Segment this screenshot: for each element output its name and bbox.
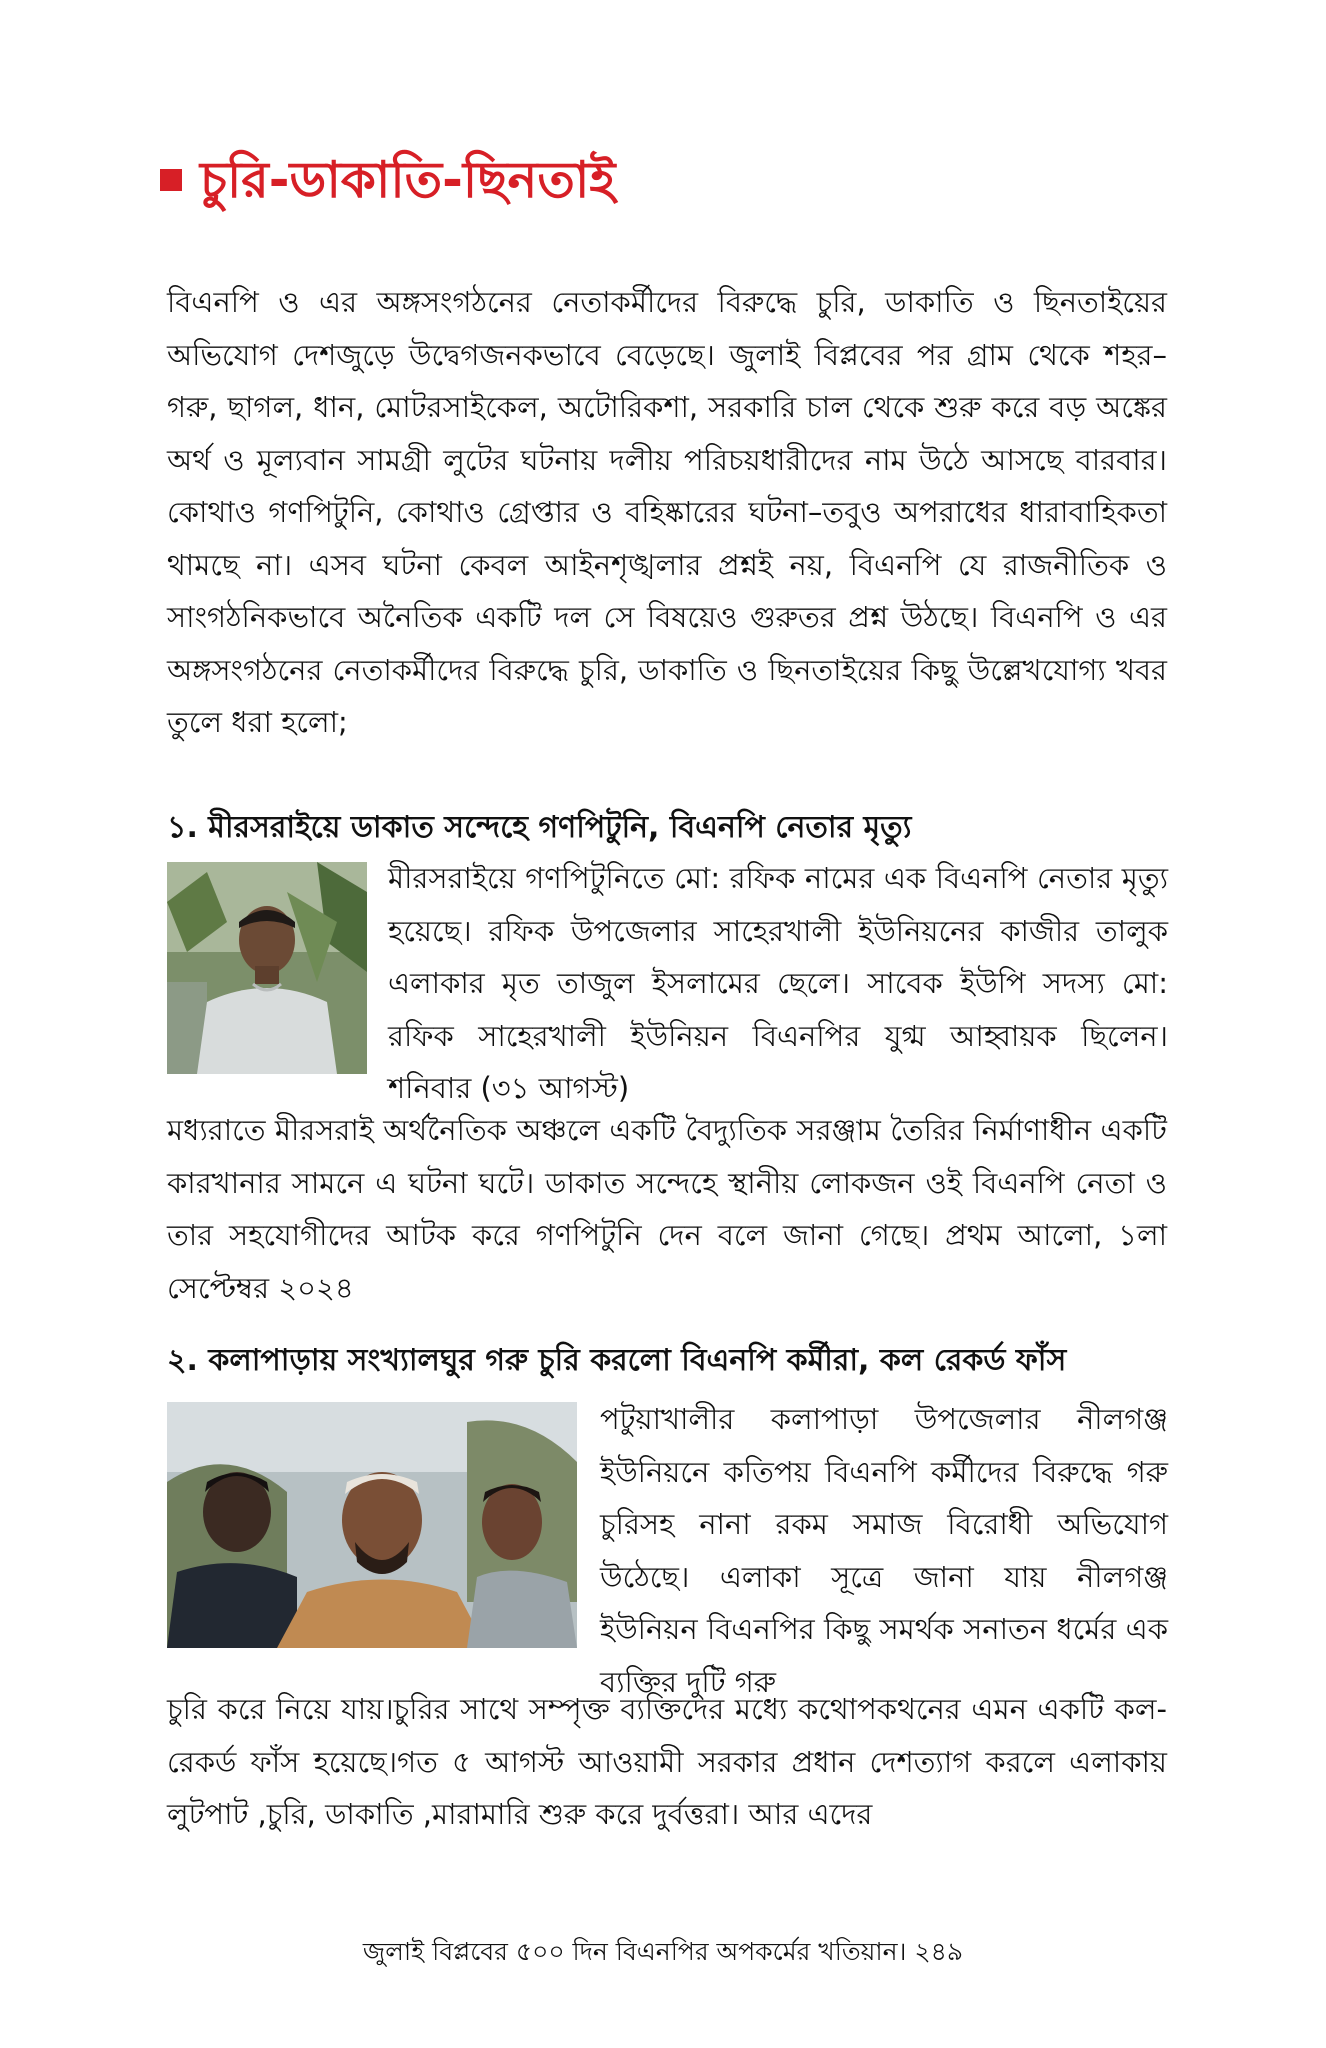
section-1-title: ১. মীরসরাইয়ে ডাকাত সন্দেহে গণপিটুনি, বিএনপি নেতার মৃত্যু (167, 810, 912, 845)
section-1-body-text: মধ্যরাতে মীরসরাই অর্থনৈতিক অঞ্চলে একটি বৈদ্যুতিক সরঞ্জাম তৈরির নির্মাণাধীন একটি কারখানার সামনে এ ঘটনা ঘটে। ডাকাত সন্দেহে স্থানীয় লোকজন ওই বিএনপি নেতা ও তার সহযোগীদের আটক করে গণপিটুনি দেন বলে জানা গেছে। প্রথম আলো, ১লা সেপ্টেম্বর ২০২৪ (167, 1113, 1167, 1305)
section-2-side-text: পটুয়াখালীর কলাপাড়া উপজেলার নীলগঞ্জ ইউনিয়নে কতিপয় বিএনপি কর্মীদের বিরুদ্ধে গরু চুরিসহ নানা রকম সমাজ বিরোধী অভিযোগ উঠেছে। এলাকা সূত্রে জানা যায় নীলগঞ্জ ইউনিয়ন বিএনপির কিছু সমর্থক সনাতন ধর্মের এক ব্যক্তির দুটি গরু (600, 1402, 1168, 1699)
intro-paragraph: বিএনপি ও এর অঙ্গসংগঠনের নেতাকর্মীদের বিরুদ্ধে চুরি, ডাকাতি ও ছিনতাইয়ের অভিযোগ দেশজুড়ে উদ্বেগজনকভাবে বেড়েছে। জুলাই বিপ্লবের পর গ্রাম থেকে শহর–গরু, ছাগল, ধান, মোটরসাইকেল, অটোরিকশা, সরকারি চাল থেকে শুরু করে বড় অঙ্কের অর্থ ও মূল্যবান সামগ্রী লুটের ঘটনায় দলীয় পরিচয়ধারীদের নাম উঠে আসছে বারবার। কোথাও গণপিটুনি, কোথাও গ্রেপ্তার ও বহিষ্কারের ঘটনা–তবুও অপরাধের ধারাবাহিকতা থামছে না। এসব ঘটনা কেবল আইনশৃঙ্খলার প্রশ্নই নয়, বিএনপি যে রাজনীতিক ও সাংগঠনিকভাবে অনৈতিক একটি দল সে বিষয়েও গুরুতর প্রশ্ন উঠছে। বিএনপি ও এর অঙ্গসংগঠনের নেতাকর্মীদের বিরুদ্ধে চুরি, ডাকাতি ও ছিনতাইয়ের কিছু উল্লেখযোগ্য খবর তুলে ধরা হলো; (167, 285, 1167, 739)
chapter-heading (160, 151, 616, 209)
page-footer: জুলাই বিপ্লবের ৫০০ দিন বিএনপির অপকর্মের খতিয়ান। ২৪৯ (362, 1937, 964, 1966)
section-2-title: ২. কলাপাড়ায় সংখ্যালঘুর গরু চুরি করলো বিএনপি কর্মীরা, কল রেকর্ড ফাঁস (167, 1343, 1067, 1378)
chapter-title: চুরি-ডাকাতি-ছিনতাই (200, 151, 616, 209)
section-1-photo (167, 862, 367, 1074)
section-2-photo (167, 1402, 577, 1648)
section-2-body-text: চুরি করে নিয়ে যায়।চুরির সাথে সম্পৃক্ত ব্যক্তিদের মধ্যে কথোপকথনের এমন একটি কল-রেকর্ড ফাঁস হয়েছে।গত ৫ আগস্ট আওয়ামী সরকার প্রধান দেশত্যাগ করলে এলাকায় লুটপাট ,চুরি, ডাকাতি ,মারামারি শুরু করে দুর্বত্তরা। আর এদের (167, 1692, 1167, 1831)
square-bullet-icon (160, 169, 182, 191)
section-1-side-text: মীরসরাইয়ে গণপিটুনিতে মো: রফিক নামের এক বিএনপি নেতার মৃত্যু হয়েছে। রফিক উপজেলার সাহেরখালী ইউনিয়নের কাজীর তালুক এলাকার মৃত তাজুল ইসলামের ছেলে। সাবেক ইউপি সদস্য মো: রফিক সাহেরখালী ইউনিয়ন বিএনপির যুগ্ম আহ্বায়ক ছিলেন। শনিবার (৩১ আগস্ট) (388, 861, 1168, 1105)
